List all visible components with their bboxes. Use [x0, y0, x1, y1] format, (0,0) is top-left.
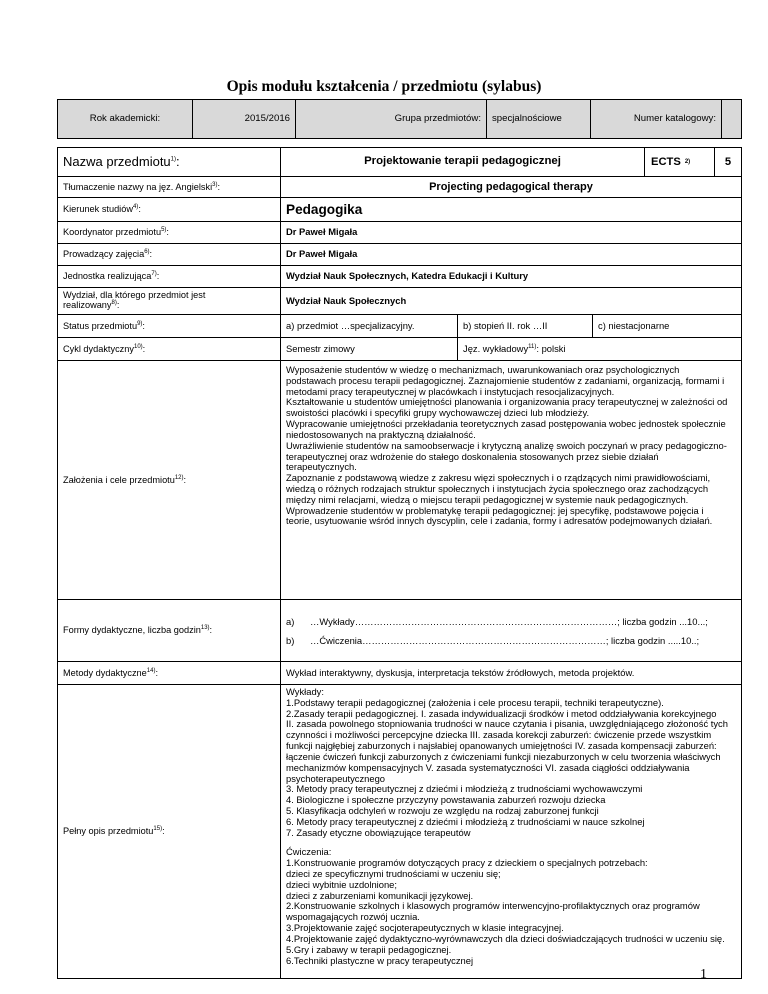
- rok-label: Rok akademicki:: [58, 100, 193, 139]
- status-c: c) niestacjonarne: [593, 315, 742, 338]
- nazwa-value: Projektowanie terapii pedagogicznej: [364, 155, 561, 168]
- zalozenia-line: między nimi relacjami, wiedzą o miejscu terapii pedagogicznej w systemie nauk pedagogicznych.: [286, 493, 689, 505]
- prowadzacy-label: Prowadzący zajęcia$^{6)}$:: [58, 244, 281, 266]
- opis-wyklady-line: 5. Klasyfikacja odchyleń w rozwoju ze względu na rodzaj zaburzonej funkcji: [286, 804, 599, 816]
- opis-wyklady-line: mechanizmów kompensacyjnych V. zasada systematyczności VI. zasada ciągłości oddziaływania: [286, 761, 690, 773]
- kierunek-label: Kierunek studiów$^{4)}$:: [58, 198, 281, 222]
- opis-cwiczenia-line: Ćwiczenia:: [286, 846, 332, 858]
- opis-wyklady-line: 1.Podstawy terapii pedagogicznej (założenia i cele procesu terapii, techniki terapeutyczne).: [286, 696, 664, 708]
- grupa-label: Grupa przedmiotów:: [296, 100, 487, 139]
- opis-wyklady-line: 7. Zasady etyczne obowiązujące terapeutów: [286, 826, 471, 838]
- zalozenia-line: wiedzą o różnych rodzajach struktur społecznych i instytucjach życia społecznego oraz zachodzących: [286, 482, 709, 494]
- opis-wyklady-line: 4. Biologiczne i społeczne przyczyny powstawania zaburzeń rozwoju dziecka: [286, 794, 606, 806]
- prowadzacy-value: Dr Paweł Migała: [281, 244, 742, 266]
- zalozenia-line: teorie, usytuowanie wśród innych dyscyplin, cele i zadania, formy i adresatów podejmowanych działań.: [286, 515, 713, 527]
- zalozenia-line: terapeutycznych.: [286, 461, 357, 473]
- opis-cwiczenia-line: wspomagających rozwój ucznia.: [286, 911, 420, 923]
- status-b: b) stopień II. rok …II: [458, 315, 593, 338]
- metody-value: Wykład interaktywny, dyskusja, interpretacja tekstów źródłowych, metoda projektów.: [281, 662, 742, 685]
- cykl-value: Semestr zimowy: [281, 338, 458, 361]
- opis-wyklady-line: funkcji najgłębiej zaburzonych i najsłabiej opanowanych umiejętności IV. zasada kompensacji zaburzeń:: [286, 740, 717, 752]
- formy-label: Formy dydaktyczne, liczba godzin$^{13)}$:: [58, 600, 281, 662]
- jezyk-value: Jęz. wykładowy$^{11)}$: polski: [458, 338, 742, 361]
- rok-value: 2015/2016: [193, 100, 296, 139]
- nazwa-label: Nazwa przedmiotu$^{1)}$:: [58, 148, 281, 177]
- page-number: 1: [700, 967, 707, 982]
- syllabus-table: [57, 147, 742, 979]
- kierunek-value: Pedagogika: [281, 198, 742, 222]
- page-title: Opis modułu kształcenia / przedmiotu (sylabus): [226, 78, 542, 95]
- opis-cwiczenia-line: 1.Konstruowanie programów dotyczących pracy z dzieckiem o specjalnych potrzebach:: [286, 857, 648, 869]
- opis-wyklady-line: 6. Metody pracy terapeutycznej z dziećmi i młodzieżą z trudnościami w nauce szkolnej: [286, 815, 645, 827]
- jednostka-label: Jednostka realizująca$^{7)}$:: [58, 266, 281, 288]
- opis-cwiczenia-line: 5.Gry i zabawy w terapii pedagogicznej.: [286, 943, 452, 955]
- zalozenia-line: Wypracowanie umiejętności przekładania teoretycznych zasad postępowania wobec jednostek społecznie: [286, 418, 726, 430]
- zalozenia-line: Uwrażliwienie studentów na samoobserwacje i krytyczną analizę swoich poczynań w pracy pedagogiczno-: [286, 439, 727, 451]
- zalozenia-line: metodami pracy terapeutycznej w placówkach i instytucjach resocjalizacyjnych.: [286, 385, 615, 397]
- opis-text: [281, 685, 742, 979]
- wydzial-label: Wydział, dla którego przedmiot jest realizowany$^{8)}$:: [58, 288, 281, 315]
- opis-wyklady-line: psychoterapeutycznego: [286, 772, 386, 784]
- grupa-value: specjalnościowe: [487, 100, 591, 139]
- opis-cwiczenia-line: dzieci wybitnie uzdolnione;: [286, 878, 398, 890]
- zalozenia-line: Kształtowanie u studentów umiejętności planowania i organizowania pracy terapeutycznej w zależności od: [286, 396, 728, 408]
- opis-wyklady-line: łączenie ćwiczeń funkcji zaburzonych z ćwiczeniami funkcji niezaburzonych w celu tworzenia właściwych: [286, 750, 721, 762]
- zalozenia-line: Wprowadzenie studentów w problematykę terapii pedagogicznej: jej specyfikę, podstawowe pojęcia i: [286, 504, 704, 516]
- formy-item-a: a) …Wykłady…………………………………………………………………………; liczba godzin ...10...;: [286, 616, 708, 628]
- opis-cwiczenia-line: 3.Projektowanie zajęć socjoterapeutycznych w klasie integracyjnej.: [286, 922, 564, 934]
- opis-cwiczenia-line: 6.Techniki plastyczne w pracy terapeutycznej: [286, 954, 474, 966]
- tlumaczenie-label: Tłumaczenie nazwy na jęz. Angielski$^{3)}$:: [58, 177, 281, 198]
- opis-wyklady-line: czynności i możliwości percepcyjne dziecka III. zasada korekcji zaburzeń: ćwiczenie przede wszystkim: [286, 729, 712, 741]
- opis-wyklady-line: 3. Metody pracy terapeutycznej z dziećmi i młodzieżą z trudnościami wychowawczymi: [286, 783, 643, 795]
- header-table: [57, 99, 742, 139]
- zalozenia-label: Założenia i cele przedmiotu$^{12)}$:: [58, 361, 281, 600]
- opis-cwiczenia-line: 4.Projektowanie zajęć dydaktyczno-wyrównawczych dla dzieci doświadczających trudności w uczeniu się.: [286, 932, 725, 944]
- opis-wyklady-line: Wykłady:: [286, 686, 324, 697]
- ects-label: ECTS 2): [644, 148, 714, 176]
- cykl-label: Cykl dydaktyczny$^{10)}$:: [58, 338, 281, 361]
- numer-label: Numer katalogowy:: [591, 100, 722, 139]
- opis-wyklady-line: 2.Zasady terapii pedagogicznej. I. zasada indywidualizacji środków i metod oddziaływania korekcyjnego: [286, 707, 717, 719]
- opis-wyklady-line: II. zasada powolnego stopniowania trudności w nauce czytania i pisania, uwzględniającego złożoność tych: [286, 718, 728, 730]
- zalozenia-line: Wyposażenie studentów w wiedzę o mechanizmach, uwarunkowaniach oraz psychologicznych: [286, 364, 680, 375]
- opis-cwiczenia-line: 2.Konstruowanie szkolnych i klasowych programów interwencyjno-profilaktycznych oraz programów: [286, 900, 700, 912]
- opis-label: Pełny opis przedmiotu$^{15)}$:: [58, 685, 281, 979]
- status-label: Status przedmiotu$^{9)}$:: [58, 315, 281, 338]
- status-a: a) przedmiot …specjalizacyjny.: [281, 315, 458, 338]
- metody-label: Metody dydaktyczne$^{14)}$:: [58, 662, 281, 685]
- ects-value: 5: [714, 148, 741, 176]
- numer-value: [722, 100, 742, 139]
- zalozenia-text: [281, 361, 742, 600]
- koordynator-label: Koordynator przedmiotu$^{5)}$:: [58, 222, 281, 244]
- nazwa-cell: [281, 148, 742, 177]
- opis-cwiczenia-line: dzieci ze specyficznymi trudnościami w uczeniu się;: [286, 868, 501, 879]
- tlumaczenie-value: Projecting pedagogical therapy: [281, 177, 742, 198]
- jednostka-value: Wydział Nauk Społecznych, Katedra Edukacji i Kultury: [281, 266, 742, 288]
- formy-cell: [281, 600, 742, 662]
- zalozenia-line: swoistości placówki i specyfiki grupy wychowawczej dzieci lub młodzieży.: [286, 407, 590, 419]
- zalozenia-line: Zapoznanie z podstawową wiedze z zakresu więzi społecznych i o rządzących nimi prawidłowościami,: [286, 472, 711, 484]
- opis-cwiczenia-line: dzieci z zaburzeniami komunikacji językowej.: [286, 889, 474, 901]
- formy-item-b: b) …Ćwiczenia……………………………………………………………………; liczba godzin .....10..;: [286, 635, 700, 646]
- koordynator-value: Dr Paweł Migała: [281, 222, 742, 244]
- zalozenia-line: podstawach procesu terapii pedagogicznej. Zaznajomienie studentów z zadaniami, organizacją, formami i: [286, 374, 725, 386]
- zalozenia-line: niedostosowanych na praktyczną działalność.: [286, 428, 476, 440]
- wydzial-value: Wydział Nauk Społecznych: [281, 288, 742, 315]
- zalozenia-line: terapeutycznej oraz wdrożenie do stałego doskonalenia stosowanych przez siebie działań: [286, 450, 659, 462]
